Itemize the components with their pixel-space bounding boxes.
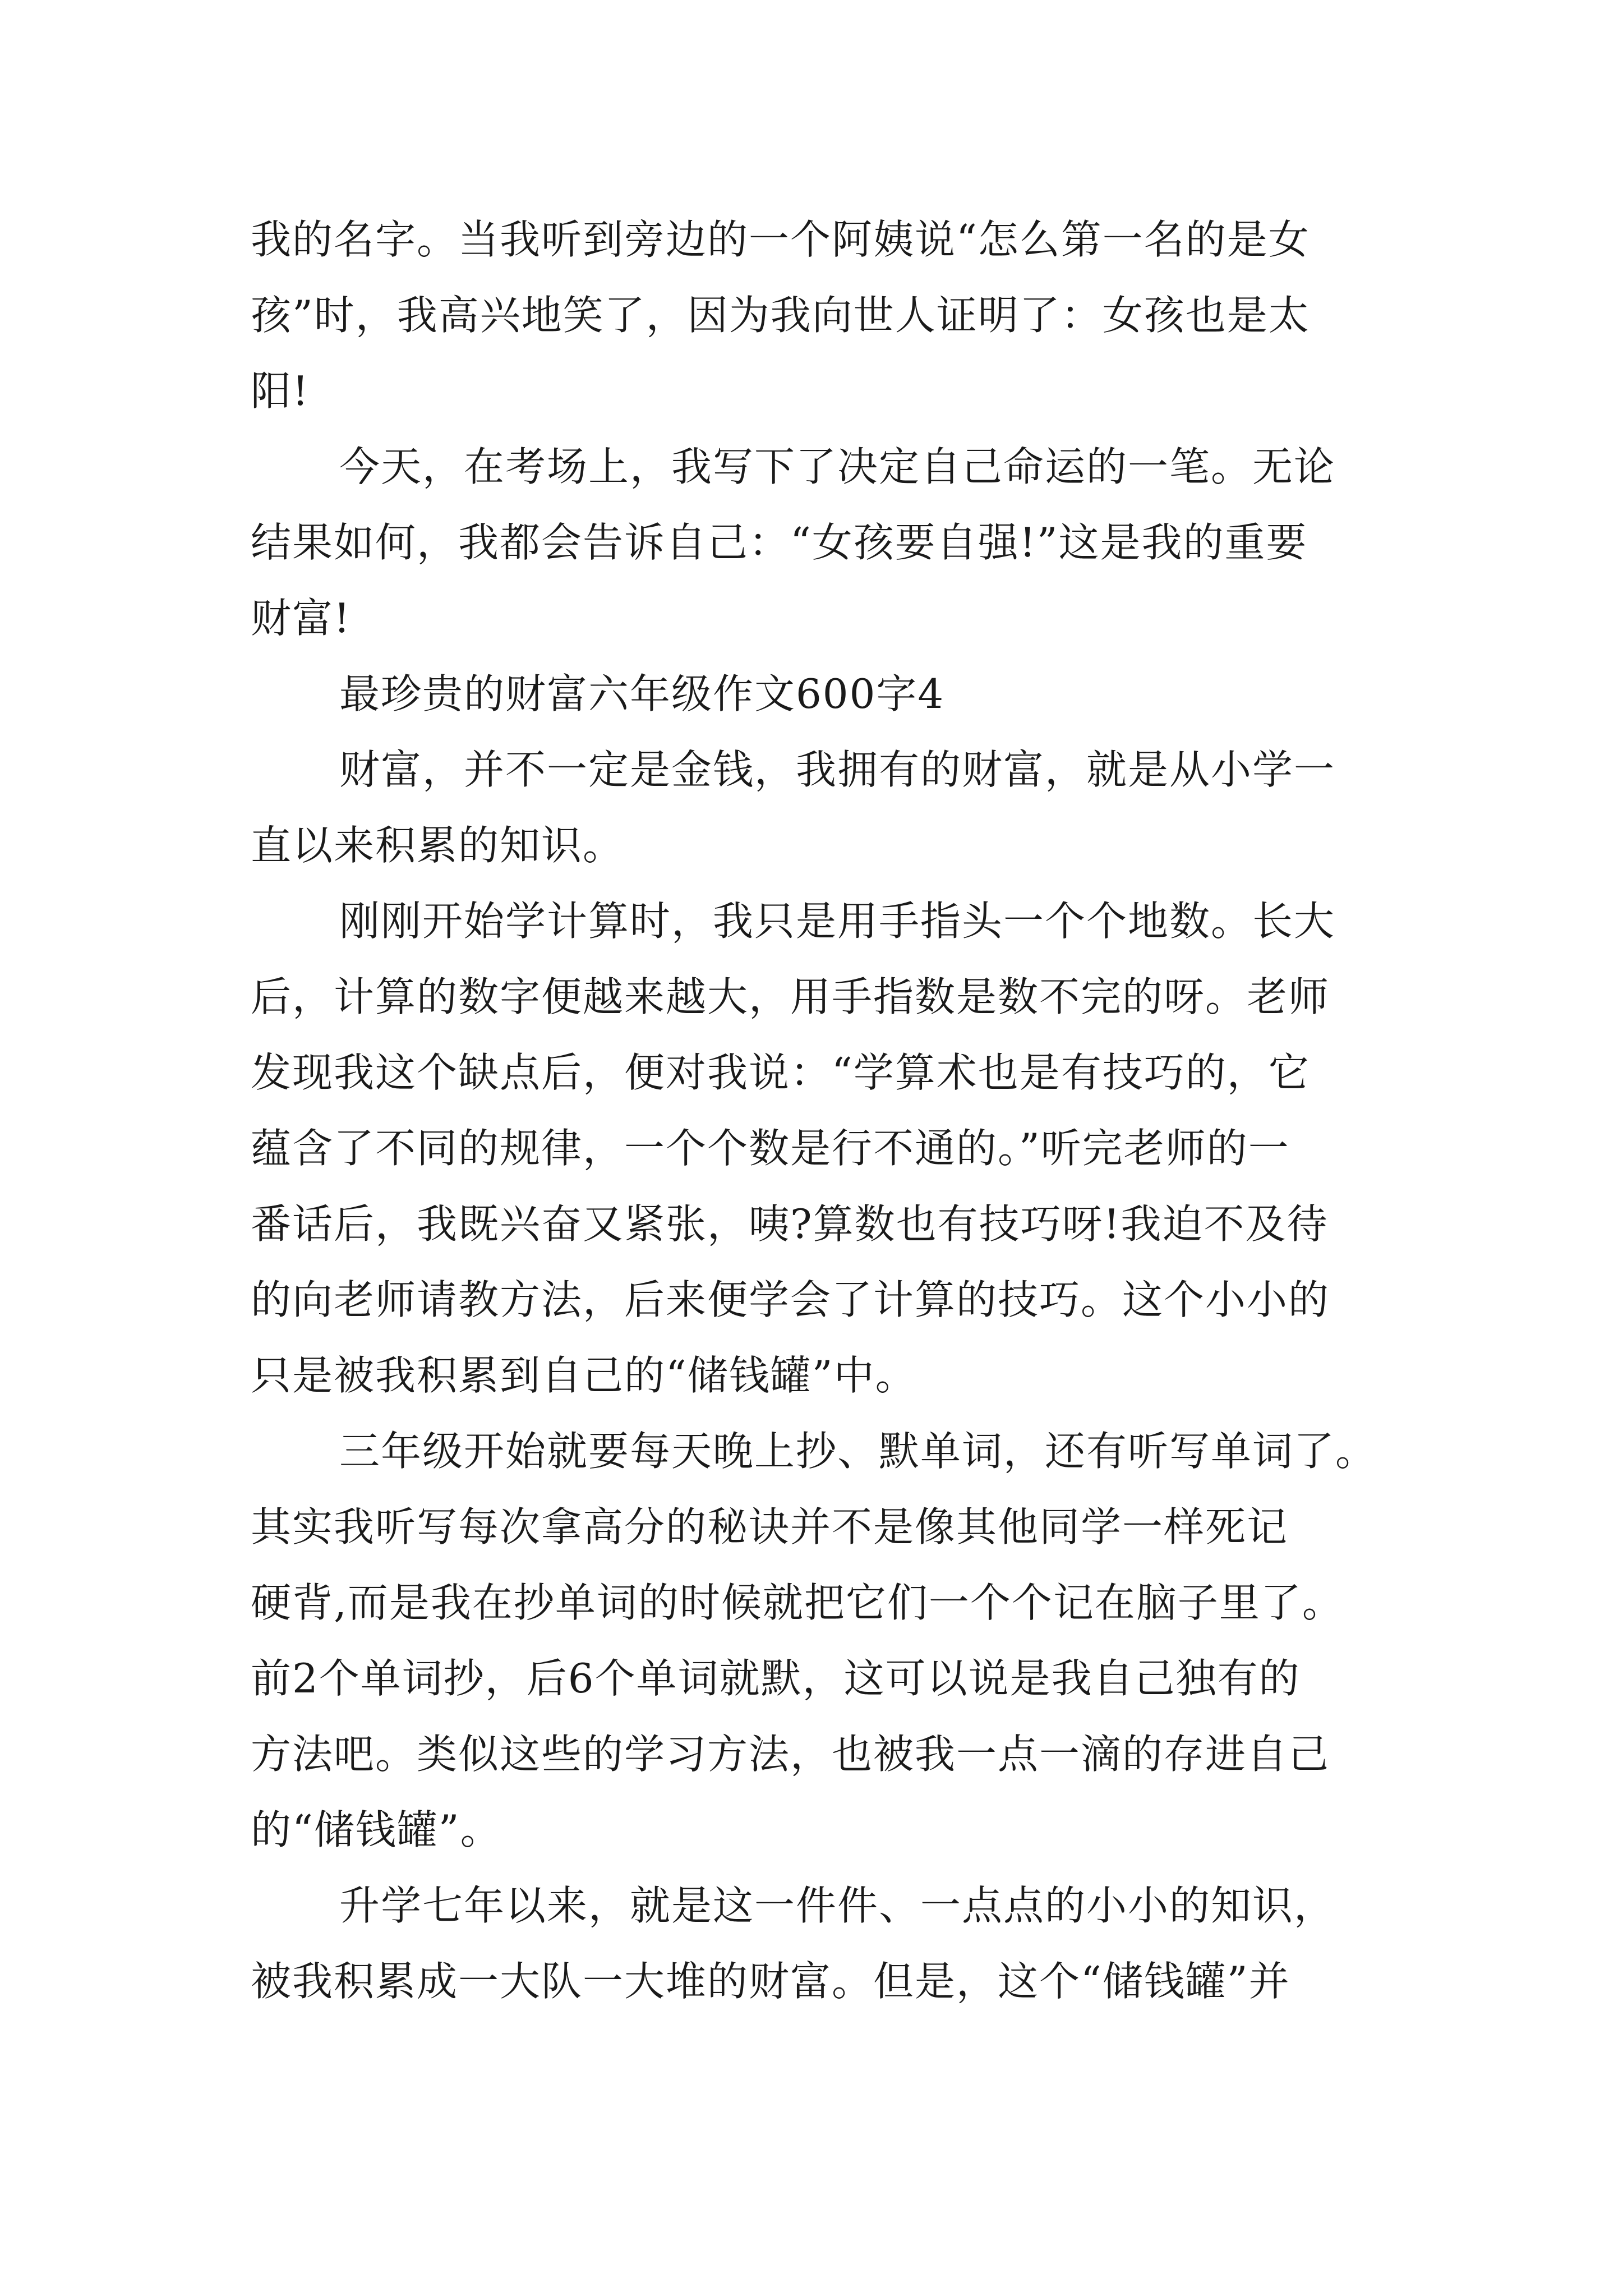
section-heading: 最珍贵的财富六年级作文600字4 [339,670,945,717]
text-line: 孩”时，我高兴地笑了，因为我向世人证明了：女孩也是太 [251,292,1310,339]
text-line: 番话后，我既兴奋又紧张，咦?算数也有技巧呀!我迫不及待 [251,1200,1329,1248]
text-line: 被我积累成一大队一大堆的财富。但是，这个“储钱罐”并 [251,1958,1290,2005]
text-line: 三年级开始就要每天晚上抄、默单词，还有听写单词了。 [339,1428,1377,1475]
text-line: 其实我听写每次拿高分的秘诀并不是像其他同学一样死记 [251,1503,1289,1550]
text-line: 我的名字。当我听到旁边的一个阿姨说“怎么第一名的是女 [251,216,1310,263]
text-line: 的“储钱罐”。 [251,1806,502,1853]
text-line: 蕴含了不同的规律，一个个数是行不通的。”听完老师的一 [251,1125,1290,1172]
body-text [251,202,1395,2019]
text-line: 直以来积累的知识。 [251,822,625,869]
text-line: 刚刚开始学计算时，我只是用手指头一个个地数。长大 [339,898,1336,945]
text-line: 阳! [251,367,310,415]
text-line: 后，计算的数字便越来越大，用手指数是数不完的呀。老师 [251,973,1330,1020]
text-line: 发现我这个缺点后，便对我说：“学算术也是有技巧的，它 [251,1049,1310,1096]
text-line: 前2个单词抄，后6个单词就默，这可以说是我自己独有的 [251,1655,1301,1702]
text-line: 升学七年以来，就是这一件件、一点点的小小的知识， [339,1882,1336,1929]
text-line: 财富，并不一定是金钱，我拥有的财富，就是从小学一 [339,746,1336,793]
text-line: 方法吧。类似这些的学习方法，也被我一点一滴的存进自己 [251,1731,1330,1778]
text-line: 财富! [251,595,351,642]
text-line: 硬背,而是我在抄单词的时候就把它们一个个记在脑子里了。 [251,1579,1344,1626]
text-line: 只是被我积累到自己的“储钱罐”中。 [251,1352,917,1399]
text-line: 结果如何，我都会告诉自己：“女孩要自强!”这是我的重要 [251,519,1308,566]
text-line: 的向老师请教方法，后来便学会了计算的技巧。这个小小的 [251,1276,1330,1323]
text-line: 今天，在考场上，我写下了决定自己命运的一笔。无论 [339,443,1336,490]
